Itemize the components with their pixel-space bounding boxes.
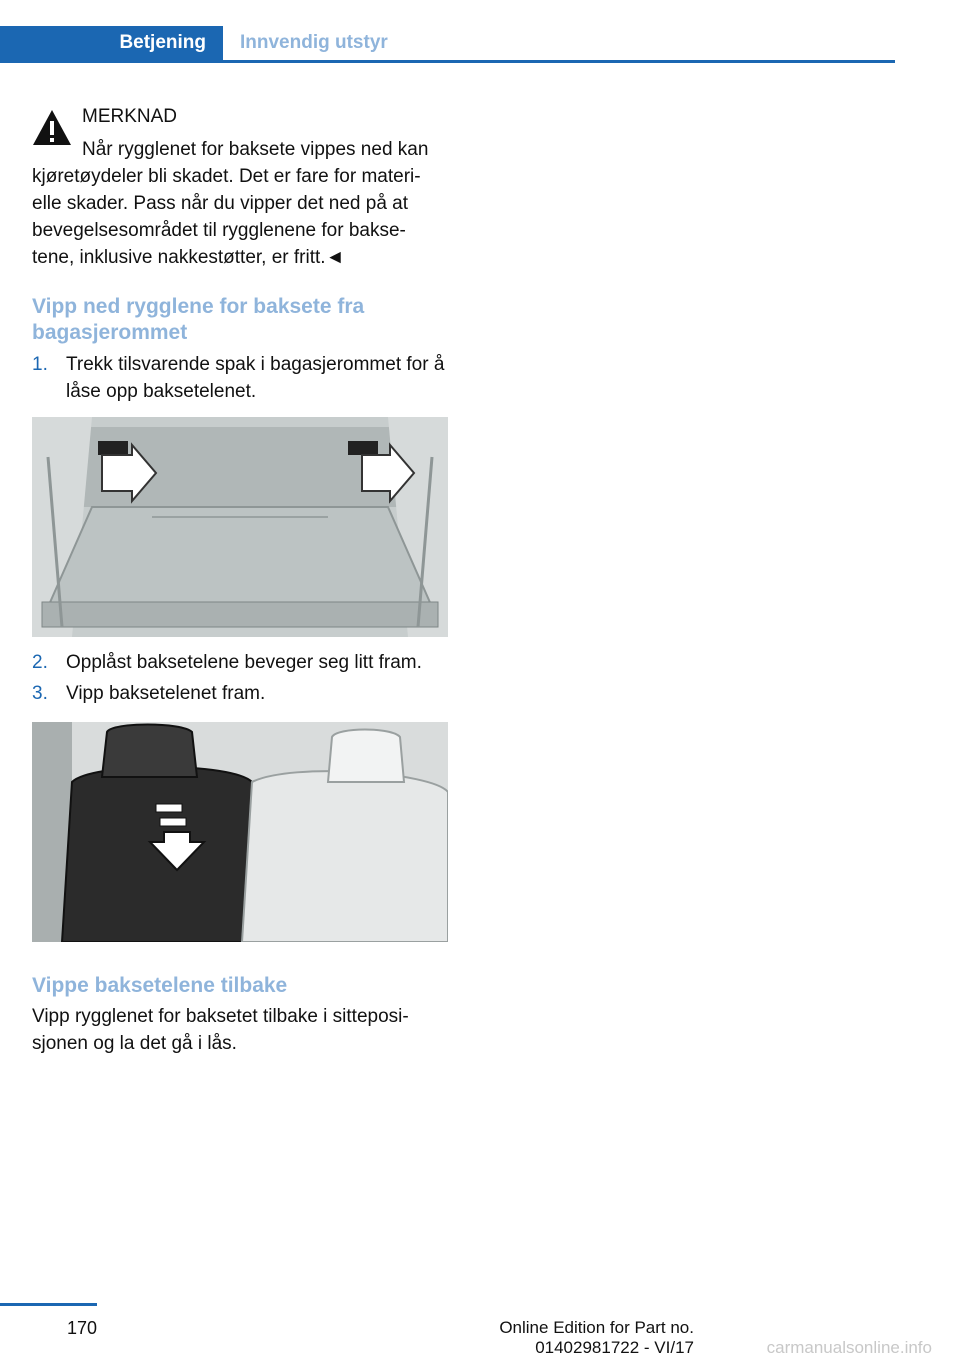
step-text: Trekk tilsvarende spak i bagasjerommet for å låse opp baksetelenet. (66, 354, 445, 402)
page-number: 170 (66, 1318, 97, 1338)
step-number: 3. (32, 683, 48, 704)
footer-rule (0, 1303, 97, 1306)
section-heading-fold-from-trunk: Vipp ned rygglene for baksete fra bagasjerommet (32, 295, 365, 344)
section-text-fold-back: Vipp rygglenet for baksetet tilbake i sitteposi-sjonen og la det gå i lås. (32, 1006, 409, 1054)
step-number: 2. (32, 652, 48, 673)
section-heading-fold-back: Vippe baksetelene tilbake (32, 974, 288, 997)
warning-triangle-icon (32, 108, 72, 148)
trunk-release-levers-illustration (32, 417, 448, 637)
step-text: Opplåst baksetelene beveger seg litt fram. (66, 652, 422, 673)
step-text: Vipp baksetelenet fram. (66, 683, 266, 704)
header-rule (0, 60, 895, 63)
page-header (0, 0, 895, 64)
warning-title: MERKNAD (82, 106, 178, 127)
warning-text: kjøretøydeler bli skadet. Det er fare for materi-elle skader. Pass når du vipper det ned på at bevegelsesområdet til rygglenene for bakse-tene, inklusive nakkestøtter, er fritt.◄ (32, 166, 421, 268)
tab-betjening[interactable]: Betjening (0, 26, 223, 60)
list-item (32, 680, 448, 707)
watermark: carmanualsonline.info (766, 1338, 932, 1357)
tab-innvendig-utstyr[interactable]: Innvendig utstyr (240, 32, 388, 53)
warning-text-first-line: Når rygglenet for baksete vippes ned kan (82, 139, 429, 160)
rear-seat-fold-illustration (32, 722, 448, 942)
edition-info: Online Edition for Part no. 01402981722 - VI/17 (499, 1318, 694, 1357)
step-number: 1. (32, 354, 48, 375)
list-item (32, 649, 448, 676)
list-item (32, 351, 448, 405)
